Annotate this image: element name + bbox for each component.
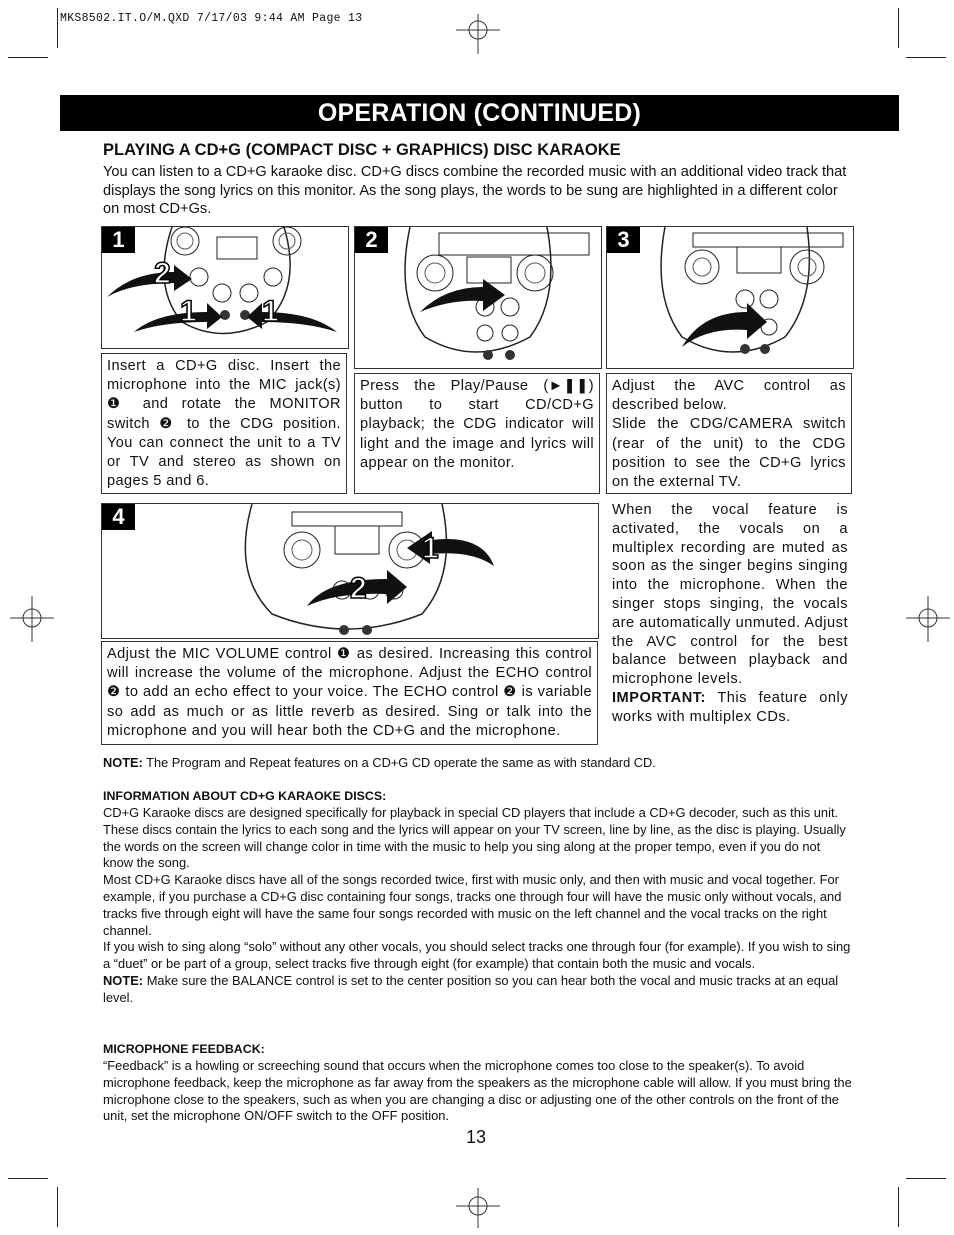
step-1-illustration <box>101 226 349 349</box>
step-3-line-1: Adjust the AVC control as described below. <box>612 378 846 414</box>
callout-number: 1 <box>180 295 197 328</box>
registration-target-icon <box>456 1188 500 1228</box>
callout-number: 2 <box>350 572 367 605</box>
step-number: 1 <box>102 227 135 253</box>
crop-mark <box>906 57 946 58</box>
note-label: NOTE: <box>103 972 144 988</box>
crop-mark <box>898 8 899 48</box>
important-label: IMPORTANT: <box>612 689 706 706</box>
balance-note <box>103 973 853 1007</box>
crop-mark <box>898 1187 899 1227</box>
karaoke-unit-drawing <box>102 227 348 348</box>
callout-number: 1 <box>262 295 279 328</box>
registration-target-icon <box>906 596 950 642</box>
step-4-instructions: Adjust the MIC VOLUME control ❶ as desired. Increasing this control will increase the volume of the microphone. Adjust the ECHO control ❷ to add an echo effect to your voice. The ECHO control ❷ is variable so add as much or as little reverb as desired. Sing or talk into the microphone and you will hear both the CD+G and the microphone. <box>101 641 598 745</box>
crop-mark <box>8 57 48 58</box>
section-title: PLAYING A CD+G (COMPACT DISC + GRAPHICS) DISC KARAOKE <box>103 141 621 159</box>
vocal-note-text: When the vocal feature is activated, the vocals on a multiplex recording are muted as soon as the singer begins singing into the microphone. When the singer stops singing, the vocals are automatically unmuted. Adjust the AVC control for the best balance between playback and microphone levels. <box>612 502 848 688</box>
info-heading: INFORMATION ABOUT CD+G KARAOKE DISCS: <box>103 789 387 803</box>
karaoke-unit-drawing <box>355 227 601 368</box>
feedback-body: “Feedback” is a howling or screeching sound that occurs when the microphone comes too close to the speaker(s). To avoid microphone feedback, keep the microphone as far away from the speakers as the microphone cable will allow. If you must bring the microphone close to the speakers, such as when you are changing a disc or adjusting one of the other controls on the front of the unit, set the microphone ON/OFF switch to the OFF position. <box>103 1058 852 1124</box>
print-slug: MKS8502.IT.O/M.QXD 7/17/03 9:44 AM Page 13 <box>60 12 363 25</box>
vocal-feature-note <box>612 501 848 727</box>
page-banner: OPERATION (CONTINUED) <box>60 95 899 131</box>
crop-mark <box>8 1178 48 1179</box>
step-3-line-2: Slide the CDG/CAMERA switch (rear of the unit) to the CDG position to see the CD+G lyrics on the external TV. <box>612 416 846 491</box>
feedback-heading: MICROPHONE FEEDBACK: <box>103 1042 265 1056</box>
crop-mark <box>57 1187 58 1227</box>
info-paragraph: If you wish to sing along “solo” without any other vocals, you should select tracks one through four (for example). If you wish to sing a “duet” or be part of a group, select tracks five through eight (for example) that contain both the music and vocals. <box>103 939 851 972</box>
program-repeat-note <box>103 755 656 770</box>
step-3-illustration <box>606 226 854 369</box>
crop-mark <box>57 8 58 48</box>
intro-paragraph: You can listen to a CD+G karaoke disc. CD+G discs combine the recorded music with an additional video track that displays the song lyrics on this monitor. As the song plays, the words to be sung are highlighted in a different color on most CD+Gs. <box>103 164 847 217</box>
info-paragraph: Most CD+G Karaoke discs have all of the songs recorded twice, first with music only, and then with music and vocal together. For example, if you purchase a CD+G disc containing four songs, tracks one through four will have the music only without vocals, and tracks five through eight will have the same four songs recorded with music on the left channel and the vocal tracks on the right channel. <box>103 872 842 938</box>
info-paragraph: CD+G Karaoke discs are designed specifically for playback in special CD players that include a CD+G decoder, such as this unit. These discs contain the lyrics to each song and the lyrics will appear on your TV screen, line by line, as the disc is playing. Usually the words on the screen will change color in time with the music to help you sing along at the proper tempo, even if you do not know the song. <box>103 805 846 871</box>
info-body <box>103 805 853 1007</box>
callout-number: 1 <box>422 532 439 565</box>
registration-target-icon <box>10 596 54 642</box>
page-number: 13 <box>466 1127 487 1147</box>
step-2-instructions: Press the Play/Pause (►❚❚) button to start CD/CD+G playback; the CDG indicator will light and the image and lyrics will appear on the monitor. <box>354 373 600 494</box>
karaoke-unit-drawing <box>102 504 598 638</box>
step-2-illustration <box>354 226 602 369</box>
crop-mark <box>906 1178 946 1179</box>
step-1-instructions: Insert a CD+G disc. Insert the microphone into the MIC jack(s) ❶ and rotate the MONITOR switch ❷ to the CDG position. You can connect the unit to a TV or TV and stereo as shown on pages 5 and 6. <box>101 353 347 494</box>
important-text: This feature only works with multiplex CDs. <box>612 689 848 725</box>
note-text: Make sure the BALANCE control is set to the center position so you can hear both the vocal and music tracks at an equal level. <box>103 972 839 1005</box>
registration-target-icon <box>456 14 500 54</box>
step-4-illustration <box>101 503 599 639</box>
step-3-instructions <box>606 373 852 494</box>
step-number: 3 <box>607 227 640 253</box>
step-number: 2 <box>355 227 388 253</box>
karaoke-unit-drawing <box>607 227 853 368</box>
note-label: NOTE: <box>103 755 143 770</box>
note-text: The Program and Repeat features on a CD+G CD operate the same as with standard CD. <box>142 755 656 770</box>
step-number: 4 <box>102 504 135 530</box>
callout-number: 2 <box>154 257 171 290</box>
